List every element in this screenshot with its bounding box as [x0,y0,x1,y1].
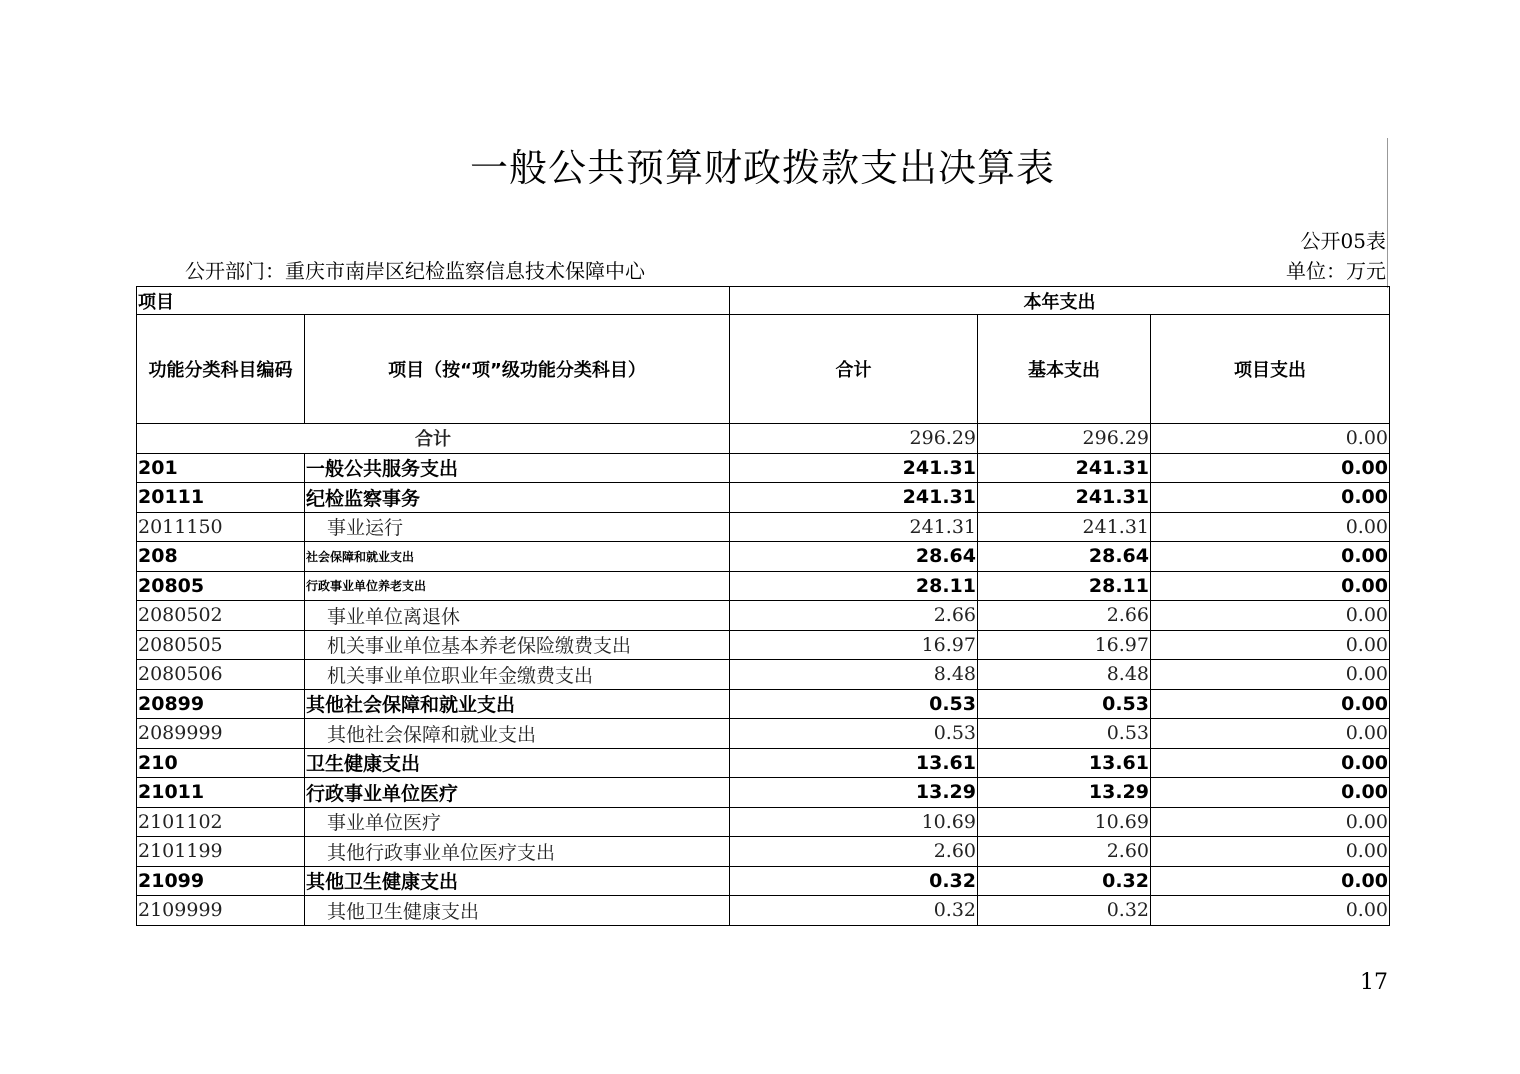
row-name: 其他社会保障和就业支出 [305,689,730,719]
row-total: 241.31 [730,453,978,483]
row-basic: 13.29 [978,778,1151,808]
row-total: 2.66 [730,601,978,631]
header-code: 功能分类科目编码 [137,315,305,424]
row-code: 2011150 [137,512,305,542]
row-name: 其他卫生健康支出 [305,896,730,926]
row-name: 行政事业单位医疗 [305,778,730,808]
row-name: 事业单位医疗 [305,807,730,837]
row-basic: 10.69 [978,807,1151,837]
row-code: 210 [137,748,305,778]
table-row [137,807,1390,837]
row-basic: 2.66 [978,601,1151,631]
row-name: 机关事业单位基本养老保险缴费支出 [305,630,730,660]
total-project: 0.00 [1151,424,1390,454]
table-row [137,778,1390,808]
row-name: 社会保障和就业支出 [305,542,730,572]
row-name: 卫生健康支出 [305,748,730,778]
row-total: 13.61 [730,748,978,778]
table-row [137,601,1390,631]
total-basic: 296.29 [978,424,1151,454]
row-name: 纪检监察事务 [305,483,730,513]
unit-label: 单位：万元 [1286,259,1386,283]
table-row [137,837,1390,867]
row-code: 20899 [137,689,305,719]
total-label: 合计 [137,424,730,454]
row-total: 0.32 [730,896,978,926]
header-item: 项目 [137,287,730,315]
total-amount: 296.29 [730,424,978,454]
row-basic: 8.48 [978,660,1151,690]
row-total: 13.29 [730,778,978,808]
page-title: 一般公共预算财政拨款支出决算表 [469,146,1055,190]
row-name: 其他卫生健康支出 [305,866,730,896]
row-code: 208 [137,542,305,572]
row-total: 8.48 [730,660,978,690]
row-code: 2080505 [137,630,305,660]
row-code: 20111 [137,483,305,513]
row-project: 0.00 [1151,719,1390,749]
row-basic: 13.61 [978,748,1151,778]
row-project: 0.00 [1151,630,1390,660]
row-name: 机关事业单位职业年金缴费支出 [305,660,730,690]
row-code: 21011 [137,778,305,808]
row-total: 0.32 [730,866,978,896]
row-project: 0.00 [1151,807,1390,837]
row-basic: 241.31 [978,483,1151,513]
row-name: 其他行政事业单位医疗支出 [305,837,730,867]
row-name: 其他社会保障和就业支出 [305,719,730,749]
row-total: 241.31 [730,512,978,542]
row-code: 201 [137,453,305,483]
row-total: 241.31 [730,483,978,513]
row-project: 0.00 [1151,748,1390,778]
header-row-1 [137,287,1390,315]
row-project: 0.00 [1151,483,1390,513]
row-code: 2101102 [137,807,305,837]
row-total: 2.60 [730,837,978,867]
row-code: 2080502 [137,601,305,631]
row-code: 2109999 [137,896,305,926]
table-row [137,719,1390,749]
row-code: 2080506 [137,660,305,690]
row-project: 0.00 [1151,689,1390,719]
row-basic: 241.31 [978,453,1151,483]
row-basic: 0.53 [978,719,1151,749]
header-current-year: 本年支出 [730,287,1390,315]
row-project: 0.00 [1151,601,1390,631]
table-row [137,630,1390,660]
row-code: 2089999 [137,719,305,749]
table-row [137,512,1390,542]
budget-table [136,286,1390,926]
row-total: 10.69 [730,807,978,837]
row-total: 16.97 [730,630,978,660]
row-project: 0.00 [1151,660,1390,690]
header-basic: 基本支出 [978,315,1151,424]
form-number: 公开05表 [1300,229,1386,253]
row-project: 0.00 [1151,453,1390,483]
table-row [137,660,1390,690]
row-project: 0.00 [1151,896,1390,926]
row-total: 0.53 [730,689,978,719]
row-name: 事业单位离退休 [305,601,730,631]
table-row [137,689,1390,719]
header-total: 合计 [730,315,978,424]
row-total: 0.53 [730,719,978,749]
header-item-name: 项目（按“项”级功能分类科目） [305,315,730,424]
table-row [137,748,1390,778]
row-basic: 28.11 [978,571,1151,601]
row-project: 0.00 [1151,837,1390,867]
table-row [137,896,1390,926]
row-basic: 2.60 [978,837,1151,867]
row-name: 行政事业单位养老支出 [305,571,730,601]
table-row [137,483,1390,513]
row-code: 2101199 [137,837,305,867]
row-basic: 0.32 [978,896,1151,926]
row-project: 0.00 [1151,571,1390,601]
row-code: 20805 [137,571,305,601]
row-basic: 0.32 [978,866,1151,896]
row-basic: 241.31 [978,512,1151,542]
row-project: 0.00 [1151,512,1390,542]
row-project: 0.00 [1151,542,1390,572]
row-basic: 0.53 [978,689,1151,719]
row-project: 0.00 [1151,778,1390,808]
row-name: 事业运行 [305,512,730,542]
table-row [137,542,1390,572]
row-basic: 28.64 [978,542,1151,572]
total-row [137,424,1390,454]
table-row [137,866,1390,896]
row-basic: 16.97 [978,630,1151,660]
row-project: 0.00 [1151,866,1390,896]
row-total: 28.11 [730,571,978,601]
header-row-2 [137,315,1390,424]
row-name: 一般公共服务支出 [305,453,730,483]
header-project: 项目支出 [1151,315,1390,424]
table-row [137,453,1390,483]
page-number: 17 [1360,970,1388,995]
table-row [137,571,1390,601]
row-total: 28.64 [730,542,978,572]
row-code: 21099 [137,866,305,896]
department-label: 公开部门：重庆市南岸区纪检监察信息技术保障中心 [185,259,645,283]
